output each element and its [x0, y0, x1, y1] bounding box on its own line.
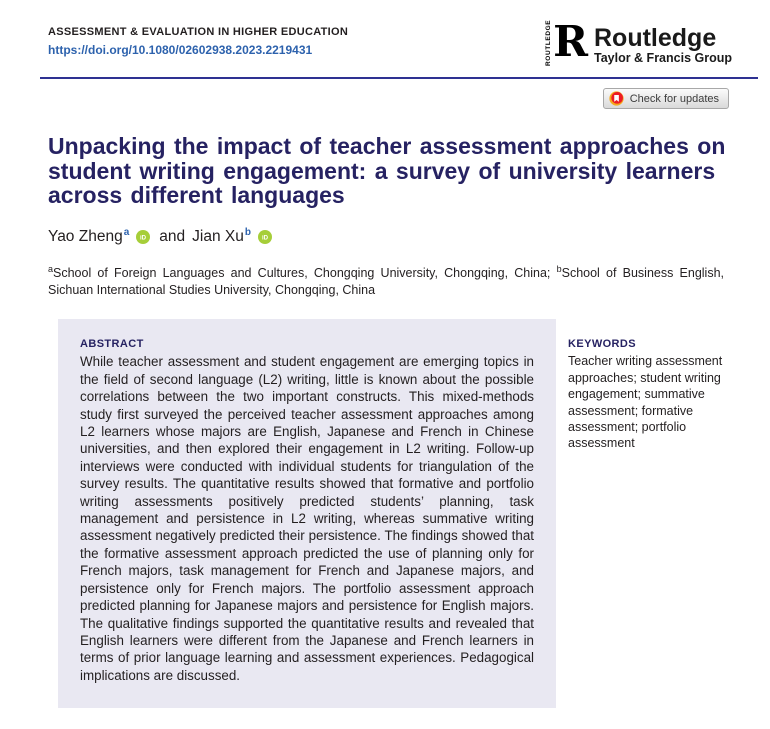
orcid-icon[interactable] [258, 230, 272, 244]
author-1-name: Yao Zheng [48, 228, 123, 246]
abstract-heading: ABSTRACT [80, 338, 144, 351]
updates-row [48, 88, 729, 109]
routledge-r-mark-icon: R [553, 17, 588, 66]
doi-link[interactable]: https://doi.org/10.1080/02602938.2023.2219431 [48, 43, 313, 57]
check-for-updates-button[interactable] [603, 88, 729, 109]
keywords-column [568, 319, 726, 708]
orcid-icon[interactable] [136, 230, 150, 244]
author-2-name: Jian Xu [192, 228, 244, 246]
crossmark-icon [609, 91, 624, 106]
publisher-name: Routledge [594, 24, 717, 52]
affiliation-1-text: School of Foreign Languages and Cultures, Chongqing University, Chongqing, China; [53, 266, 557, 281]
authors-row [48, 227, 726, 246]
affiliation-2-superscript: b [556, 264, 562, 275]
article-title: Unpacking the impact of teacher assessment approaches on student writing engagement: a survey of university learners across different languages [48, 133, 726, 209]
authors-and-separator: and [159, 227, 186, 245]
author-1-superscript: a [123, 227, 130, 239]
publisher-group: Taylor & Francis Group [594, 51, 732, 65]
keywords-body: Teacher writing assessment approaches; student writing engagement; summative assessment; formative assessment; portfolio assessment [568, 354, 723, 451]
routledge-vertical-text: ROUTLEDGE [545, 19, 553, 66]
author-name [48, 227, 129, 246]
affiliation-2-text: School of Business English, Sichuan International Studies University, Chongqing, China [48, 266, 724, 297]
svg-text:iD: iD [261, 234, 268, 242]
header-divider [40, 77, 758, 79]
author-name [192, 227, 251, 246]
author-2-superscript: b [244, 227, 251, 239]
abstract-body: While teacher assessment and student engagement are emerging topics in the field of second language (L2) writing, little is known about the possible correlations between the two important constructs. This mixed-methods study first surveyed the perceived teacher assessment approaches among L2 learners whose majors are English, Japanese and French in Chinese universities, and then explored their engagement in L2 writing. Follow-up interviews were conducted with individual students for triangulation of the survey results. The quantitative results showed that formative and portfolio writing assessments positively predicted students’ planning, task management and persistence in L2 writing, whereas summative writing assessment negatively predicted their persistence. The findings showed that the formative assessment approach predicted the use of planning only for French majors, task management for French and Japanese majors, and persistence only for French majors. The portfolio assessment approach predicted planning for Japanese majors and persistence for English majors. The qualitative findings supported the quantitative results and revealed that English learners were different from the Japanese and French learners in terms of prior language learning and assessment experiences. Pedagogical implications are discussed. [80, 354, 534, 683]
journal-name: ASSESSMENT & EVALUATION IN HIGHER EDUCATION [48, 26, 349, 38]
publisher-text-block [594, 20, 732, 65]
journal-block [48, 26, 348, 59]
abstract-box [58, 319, 556, 708]
abstract-section [58, 319, 726, 708]
affiliation-1-superscript: a [48, 264, 54, 275]
svg-text:iD: iD [140, 234, 147, 242]
affiliations [48, 261, 724, 298]
keywords-heading: KEYWORDS [568, 338, 636, 351]
page-header [48, 17, 732, 66]
routledge-logo [545, 17, 732, 66]
check-for-updates-label: Check for updates [629, 92, 719, 105]
